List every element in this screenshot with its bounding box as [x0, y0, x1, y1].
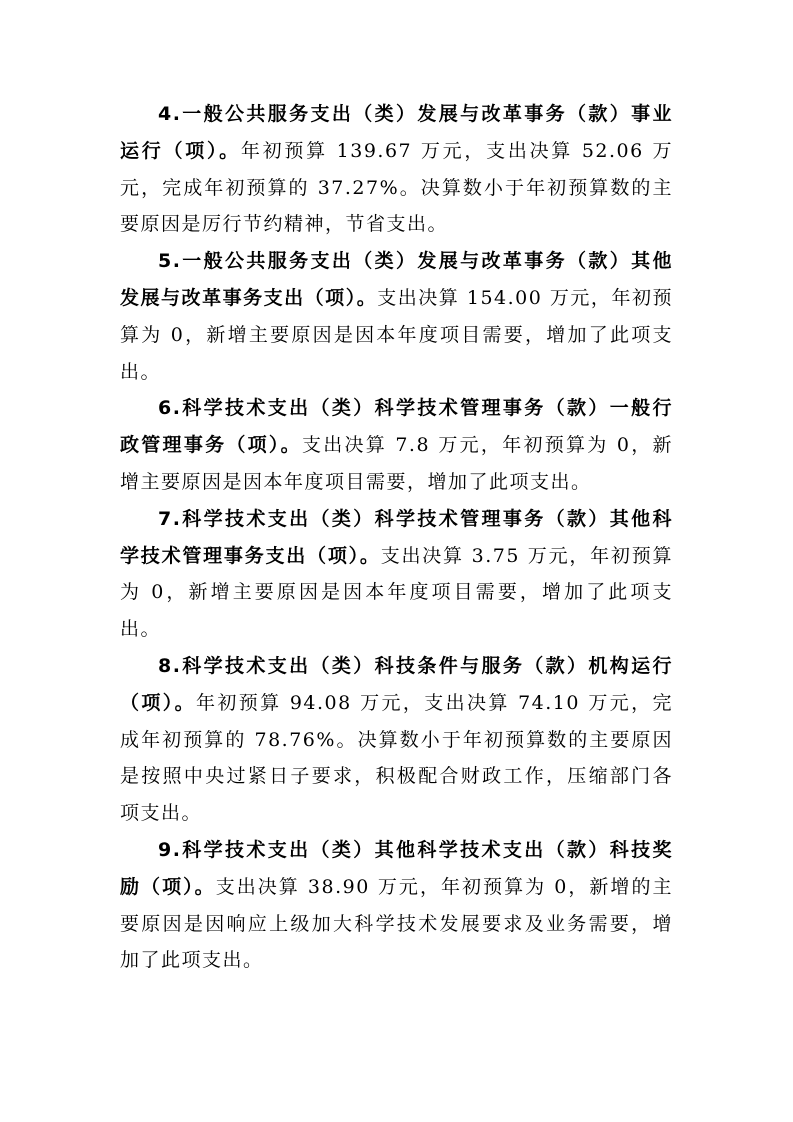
- paragraph-body: 年初预算 94.08 万元，支出决算 74.10 万元，完成年初预算的 78.76%。决算数小于年初预算数的主要原因是按照中央过紧日子要求，积极配合财政工作，压缩部门各项支出。: [120, 691, 673, 825]
- paragraph-heading: 9.科学技术支出（类）其他科学技术支出（款）科技奖励（项）。: [120, 838, 673, 898]
- document-page: [120, 96, 673, 979]
- paragraph-heading: 7.科学技术支出（类）科学技术管理事务（款）其他科学技术管理事务支出（项）。: [120, 507, 673, 567]
- paragraph-item-8: [120, 648, 673, 832]
- paragraph-heading: 8.科学技术支出（类）科技条件与服务（款）机构运行（项）。: [120, 654, 673, 714]
- paragraph-item-7: [120, 501, 673, 648]
- paragraph-heading: 5.一般公共服务支出（类）发展与改革事务（款）其他发展与改革事务支出（项）。: [120, 250, 673, 309]
- paragraph-body: 支出决算 154.00 万元，年初预算为 0，新增主要原因是因本年度项目需要，增加了此项支出。: [120, 286, 673, 383]
- paragraph-item-5: [120, 243, 673, 390]
- paragraph-body: 支出决算 38.90 万元，年初预算为 0，新增的主要原因是因响应上级加大科学技术发展要求及业务需要，增加了此项支出。: [120, 875, 673, 972]
- paragraph-body: 支出决算 7.8 万元，年初预算为 0，新增主要原因是因本年度项目需要，增加了此项支出。: [120, 434, 673, 493]
- paragraph-body: 年初预算 139.67 万元，支出决算 52.06 万元，完成年初预算的 37.27%。决算数小于年初预算数的主要原因是厉行节约精神，节省支出。: [120, 139, 673, 236]
- paragraph-item-9: [120, 832, 673, 979]
- paragraph-item-4: [120, 96, 673, 243]
- paragraph-heading: 4.一般公共服务支出（类）发展与改革事务（款）事业运行（项）。: [120, 103, 673, 162]
- paragraph-item-6: [120, 390, 673, 500]
- paragraph-body: 支出决算 3.75 万元，年初预算为 0，新增主要原因是因本年度项目需要，增加了此项支出。: [120, 544, 673, 641]
- paragraph-heading: 6.科学技术支出（类）科学技术管理事务（款）一般行政管理事务（项）。: [120, 397, 673, 457]
